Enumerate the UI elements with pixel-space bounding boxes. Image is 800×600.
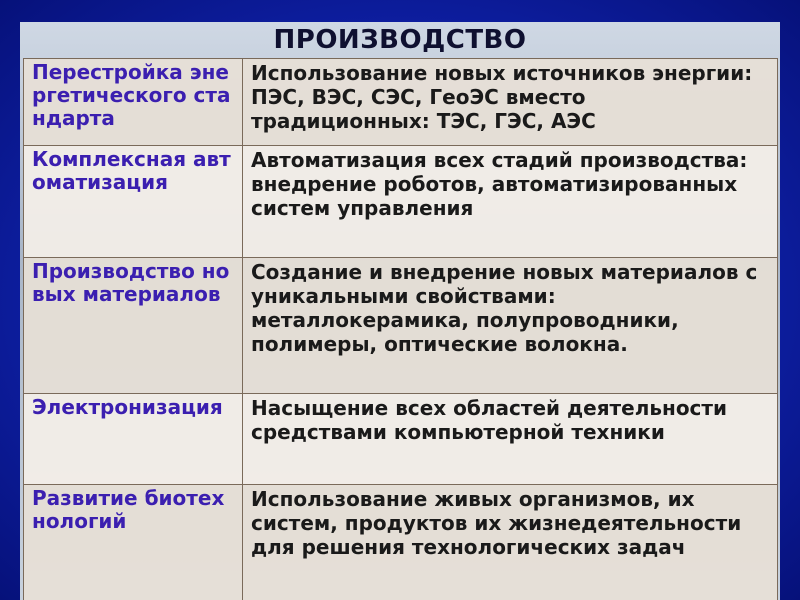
- table-row: [24, 258, 778, 394]
- row-description: Использование новых источников энергии: ПЭС, ВЭС, СЭС, ГеоЭС вместо традиционных: ТЭС, ГЭС, АЭС: [243, 59, 778, 146]
- row-heading: Электронизация: [24, 394, 243, 485]
- table-row: [24, 485, 778, 600]
- row-heading: Производство новых материалов: [24, 258, 243, 394]
- row-description: Насыщение всех областей деятельности средствами компьютерной техники: [243, 394, 778, 485]
- row-heading: Перестройка энергетического стандарта: [24, 59, 243, 146]
- table-row: [24, 59, 778, 146]
- row-description: Автоматизация всех стадий производства: внедрение роботов, автоматизированных систем управления: [243, 146, 778, 258]
- table-row: [24, 394, 778, 485]
- row-heading: Развитие биотехнологий: [24, 485, 243, 600]
- row-heading: Комплексная автоматизация: [24, 146, 243, 258]
- slide: [20, 22, 780, 600]
- row-description: Использование живых организмов, их систем, продуктов их жизнедеятельности для решения технологических задач: [243, 485, 778, 600]
- slide-title: ПРОИЗВОДСТВО: [273, 25, 527, 55]
- row-description: Создание и внедрение новых материалов с уникальными свойствами: металлокерамика, полупроводники, полимеры, оптические волокна.: [243, 258, 778, 394]
- table-row: [24, 146, 778, 258]
- comparison-table: [23, 58, 778, 600]
